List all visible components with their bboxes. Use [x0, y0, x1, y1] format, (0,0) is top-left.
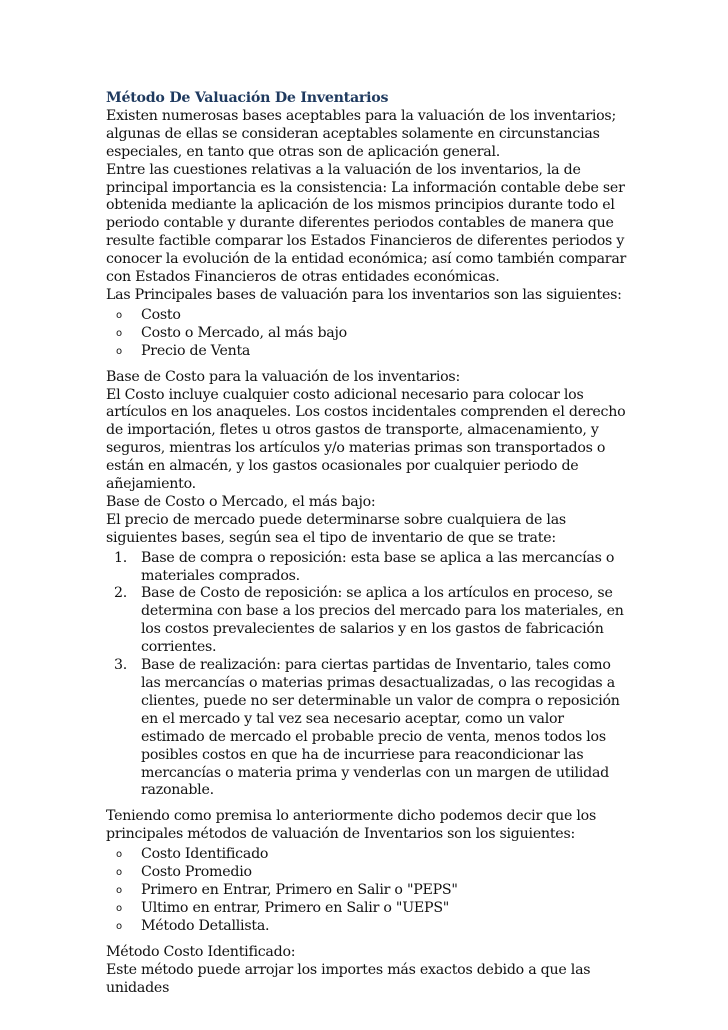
- list-item: 1. Base de compra o reposición: esta base se aplica a las mercancías o materiales comprados.: [114, 549, 615, 584]
- intro-paragraph-1: Existen numerosas bases aceptables para la valuación de los inventarios; algunas de ellas se consideran aceptables solamente en circunstancias especiales, en tanto que otras son de aplicación general.: [106, 107, 616, 160]
- methods-intro: Teniendo como premisa lo anteriormente dicho podemos decir que los principales métodos de valuación de Inventarios son los siguientes:: [106, 808, 596, 843]
- metodo-identificado-text: Este método puede arrojar los importes más exactos debido a que las unidades: [106, 961, 591, 996]
- circle-bullet-icon: o: [116, 867, 122, 879]
- base-mercado-text: El precio de mercado puede determinarse sobre cualquiera de las siguientes bases, según sea el tipo de inventario de que se trate:: [106, 511, 566, 546]
- circle-bullet-icon: o: [116, 345, 122, 357]
- list-item: o Costo Promedio: [116, 864, 252, 881]
- list-item: 2. Base de Costo de reposición: se aplica a los artículos en proceso, se determina con base a los precios del mercado para los materiales, en los costos prevalecientes de salarios y en los gastos de fabricación corrientes.: [114, 585, 624, 656]
- circle-bullet-icon: o: [116, 849, 122, 861]
- circle-bullet-icon: o: [116, 327, 122, 339]
- list-item: o Ultimo en entrar, Primero en Salir o "UEPS": [116, 899, 450, 916]
- methods-list: [106, 846, 628, 936]
- base-costo-heading: Base de Costo para la valuación de los inventarios:: [106, 368, 460, 385]
- list-item: 3. Base de realización: para ciertas partidas de Inventario, tales como las mercancías o materias primas desactualizadas, o las recogidas a clientes, puede no ser determinable un valor de compra o reposición en el mercado y tal vez sea necesario aceptar, como un valor estimado de mercado el probable precio de venta, menos todos los posibles costos en que ha de incurriese para reacondicionar las mercancías o materia prima y venderlas con un margen de utilidad razonable.: [114, 657, 620, 799]
- circle-bullet-icon: o: [116, 309, 122, 321]
- list-item: o Costo: [116, 306, 181, 323]
- bases-list: [106, 307, 628, 361]
- list-item: o Costo o Mercado, al más bajo: [116, 324, 347, 341]
- list-item: o Costo Identificado: [116, 846, 269, 863]
- circle-bullet-icon: o: [116, 920, 122, 932]
- list-item: o Método Detallista.: [116, 917, 270, 934]
- metodo-identificado-heading: Método Costo Identificado:: [106, 943, 296, 960]
- base-costo-text: El Costo incluye cualquier costo adicional necesario para colocar los artículos en los anaqueles. Los costos incidentales comprenden el derecho de importación, fletes u otros gastos de transporte, almacenamiento, y seguros, mientras los artículos y/o materias primas son transportados o están en almacén, y los gastos ocasionales por cualquier periodo de añejamiento.: [106, 386, 626, 493]
- circle-bullet-icon: o: [116, 884, 122, 896]
- intro-paragraph-2: Entre las cuestiones relativas a la valuación de los inventarios, la de principal importancia es la consistencia: La información contable debe ser obtenida mediante la aplicación de los mismos principios durante todo el periodo contable y durante diferentes periodos contables de manera que resulte factible comparar los Estados Financieros de diferentes periodos y conocer la evolución de la entidad económica; así como también comparar con Estados Financieros de otras entidades económicas.: [106, 161, 627, 286]
- list-item: o Primero en Entrar, Primero en Salir o "PEPS": [116, 881, 458, 898]
- list-item: o Precio de Venta: [116, 342, 251, 359]
- market-bases-list: [106, 550, 628, 801]
- base-mercado-heading: Base de Costo o Mercado, el más bajo:: [106, 493, 376, 510]
- intro-paragraph-3: Las Principales bases de valuación para los inventarios son las siguientes:: [106, 286, 622, 303]
- circle-bullet-icon: o: [116, 902, 122, 914]
- document-title: Método De Valuación De Inventarios: [106, 90, 389, 106]
